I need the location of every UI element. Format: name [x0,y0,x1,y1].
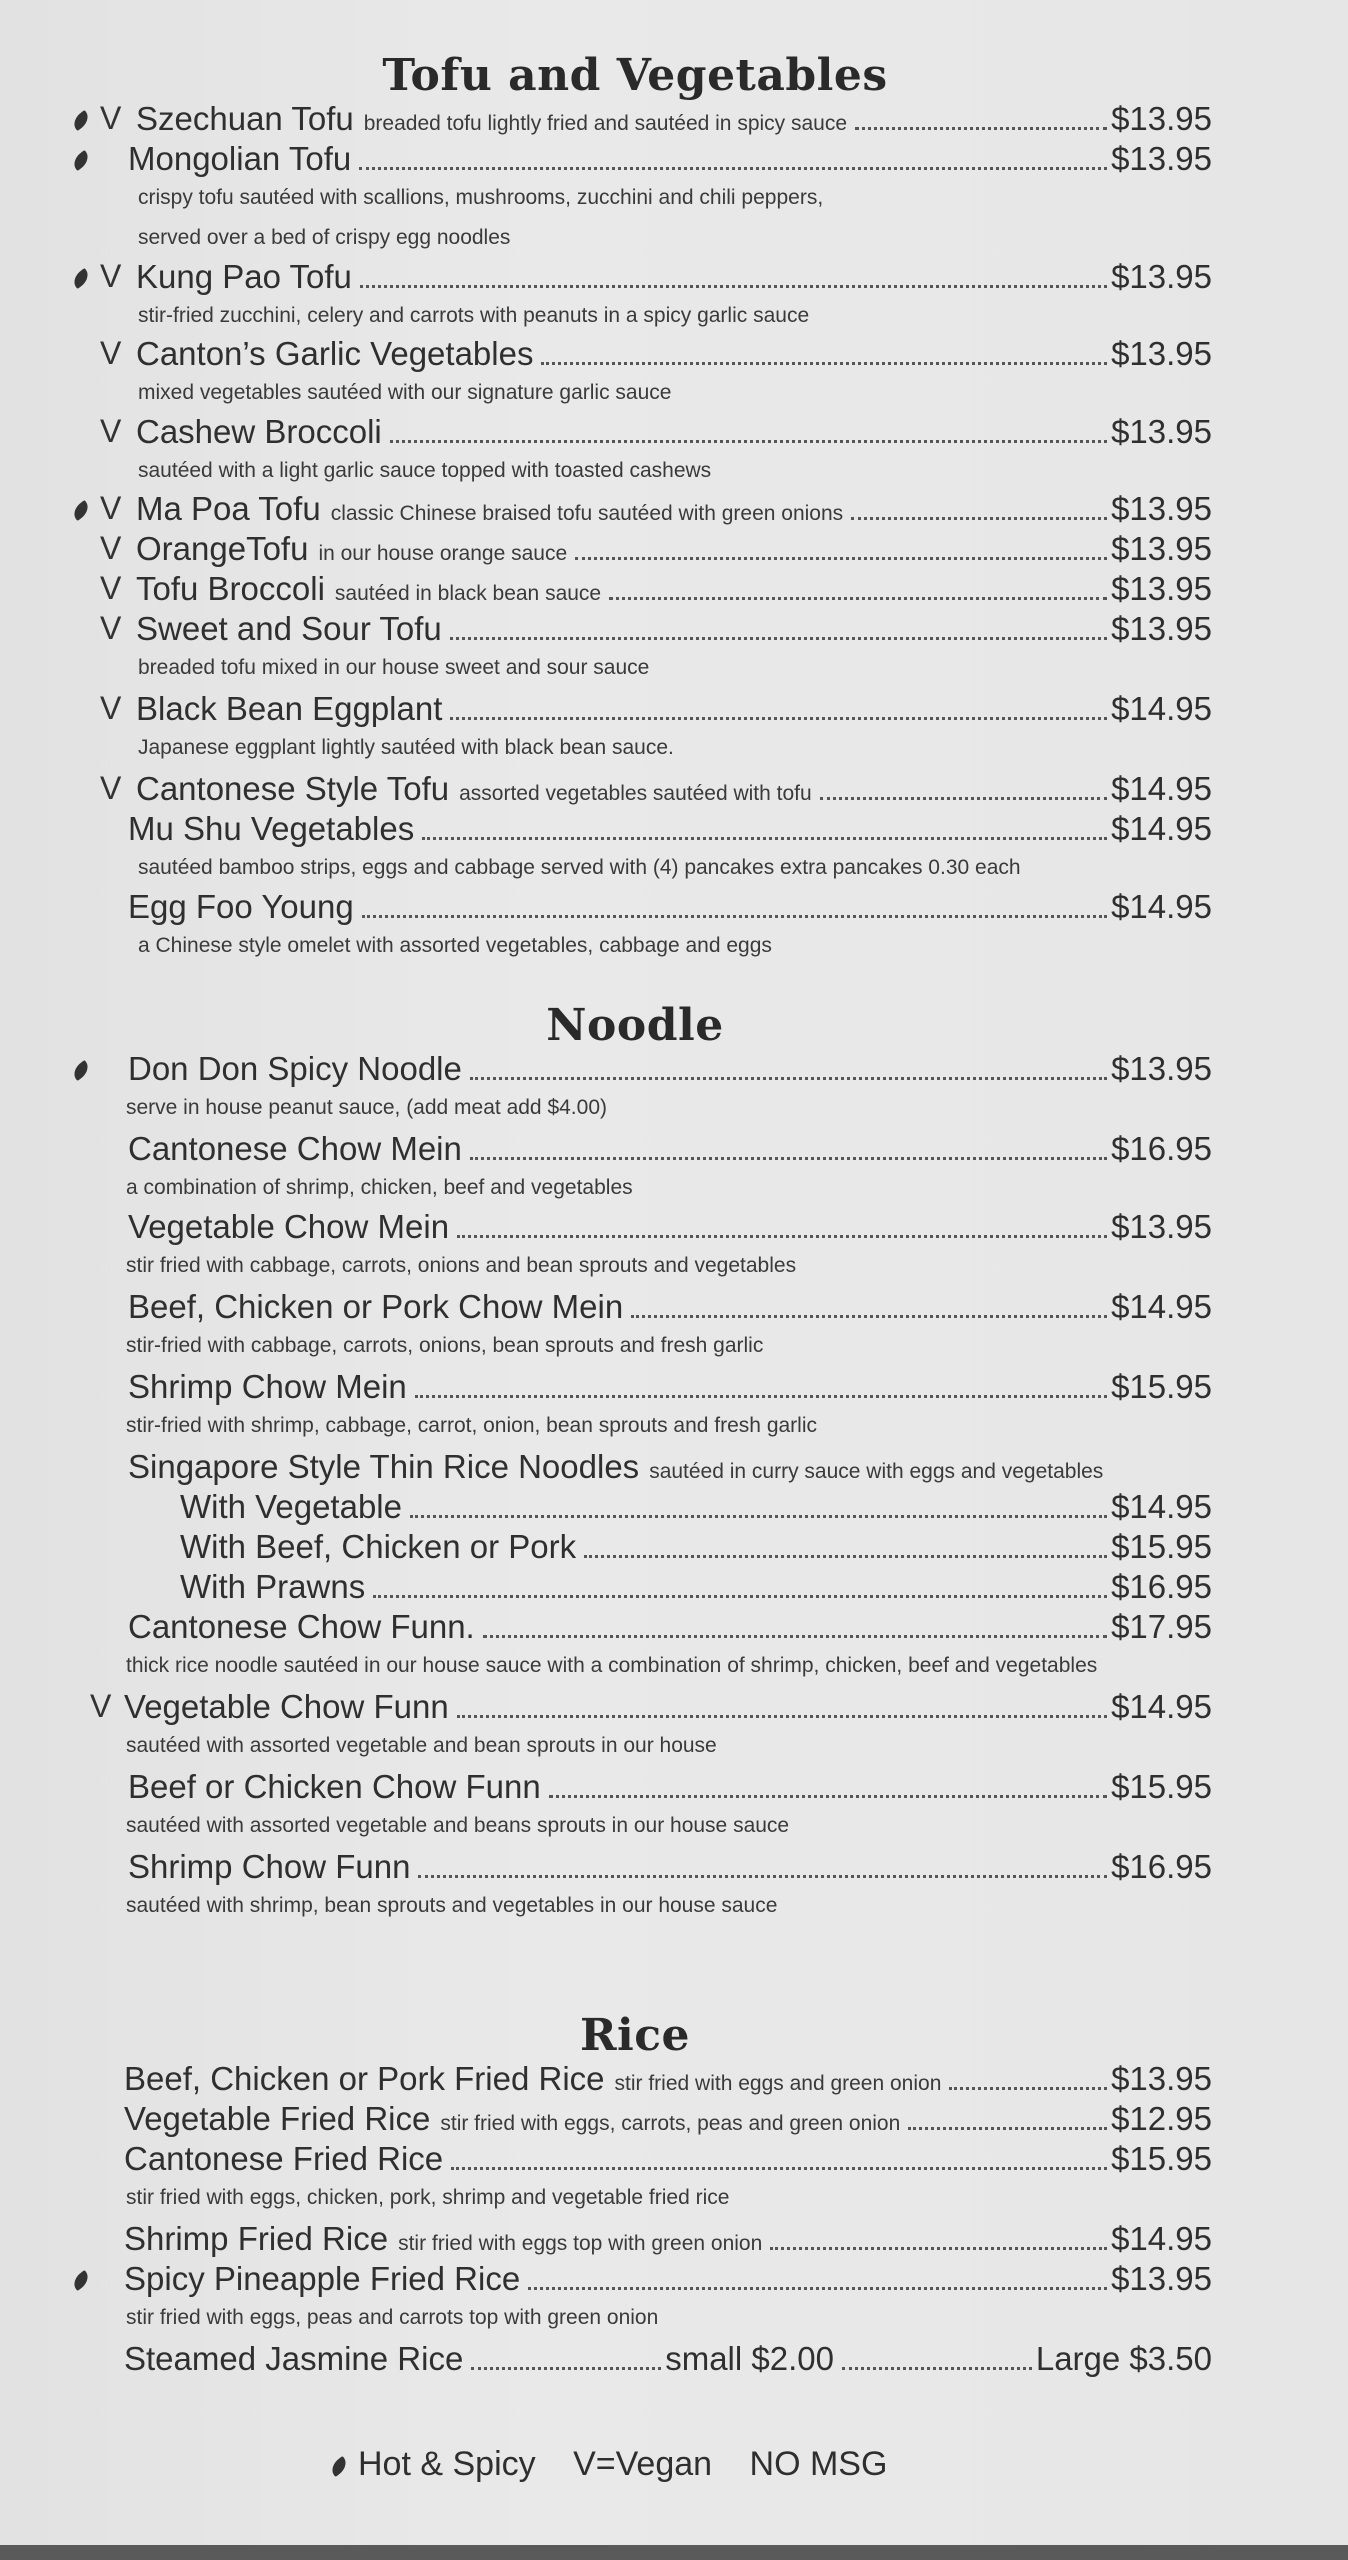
menu-item [0,570,1348,610]
item-row [124,1688,1212,1726]
dot-leader [415,1395,1107,1398]
pepper-icon [70,1060,92,1081]
dot-leader [457,1715,1107,1718]
item-row [124,2260,1212,2298]
item-description: mixed vegetables sautéed with our signature garlic sauce [138,381,672,404]
item-row [136,490,1212,528]
pepper-icon [70,268,92,289]
menu-item [0,2220,1348,2260]
item-name: Cashew Broccoli [136,413,382,450]
item-row [128,1130,1212,1168]
item-description: a combination of shrimp, chicken, beef and vegetables [126,1176,633,1199]
item-name: Don Don Spicy Noodle [128,1050,462,1087]
dot-leader [450,717,1107,720]
menu-item [0,530,1348,570]
item-row [128,1768,1212,1806]
item-name: Mu Shu Vegetables [128,810,415,847]
item-inline-description: stir fried with eggs top with green onion [398,2232,763,2255]
dot-leader [410,1515,1107,1518]
item-inline-description: stir fried with eggs and green onion [614,2072,942,2095]
dot-leader [450,637,1107,640]
dot-leader [770,2247,1107,2250]
item-name: Kung Pao Tofu [136,258,352,295]
item-name: Shrimp Fried Rice [124,2220,389,2257]
item-row [124,2100,1212,2138]
item-name: Cantonese Chow Funn. [128,1608,475,1645]
item-name: Shrimp Chow Funn [128,1848,411,1885]
item-price: $13.95 [1111,610,1212,647]
item-name: Ma Poa Tofu [136,490,321,527]
menu-item [0,770,1348,810]
dot-leader [851,517,1107,520]
item-name: Sweet and Sour Tofu [136,610,442,647]
item-row [136,770,1212,808]
item-price: $13.95 [1111,570,1212,607]
item-name: Shrimp Chow Mein [128,1368,407,1405]
vegan-marker: V [100,770,122,806]
item-inline-description: sautéed in black bean sauce [334,582,602,605]
item-description: crispy tofu sautéed with scallions, mushrooms, zucchini and chili peppers, [138,186,824,209]
dot-leader [362,915,1107,918]
item-row [128,140,1212,178]
item-name: Cantonese Style Tofu [136,770,450,807]
item-price: $14.95 [1111,810,1212,847]
item-name: Beef, Chicken or Pork Chow Mein [128,1288,624,1325]
item-name: Steamed Jasmine Rice [124,2340,464,2377]
item-name: Mongolian Tofu [128,140,352,177]
item-row [128,888,1212,926]
vegan-marker: V [100,490,122,526]
menu-item [0,888,1348,957]
menu-item [0,2100,1348,2140]
item-price: $15.95 [1111,1368,1212,1405]
vegan-marker: V [100,413,122,449]
item-inline-description: assorted vegetables sautéed with tofu [459,782,812,805]
bottom-edge [0,2545,1348,2560]
menu-item [0,1488,1348,1528]
item-description: breaded tofu mixed in our house sweet and sour sauce [138,656,650,679]
pepper-icon [70,110,92,131]
menu-item [0,1528,1348,1568]
legend-no-msg: NO MSG [749,2445,888,2483]
menu-item [0,1288,1348,1357]
dot-leader [842,2367,1032,2370]
menu-item [0,690,1348,759]
menu-item [0,1208,1348,1277]
item-name: OrangeTofu [136,530,309,567]
dot-leader [360,285,1107,288]
item-row [136,690,1212,728]
menu-item [0,490,1348,530]
dot-leader [584,1555,1107,1558]
item-row [128,1208,1212,1246]
item-name: Tofu Broccoli [136,570,325,607]
dot-leader [528,2287,1107,2290]
dot-leader [820,797,1107,800]
item-price: $14.95 [1111,1688,1212,1725]
item-price: $14.95 [1111,1288,1212,1325]
price-small: small $2.00 [665,2340,834,2377]
item-price: $16.95 [1111,1130,1212,1167]
menu-item [0,1130,1348,1199]
menu-item [0,1448,1348,1488]
item-row [128,1050,1212,1088]
item-row [128,1608,1212,1646]
vegan-marker: V [100,570,122,606]
vegan-marker: V [100,335,122,371]
dot-leader [609,597,1107,600]
item-name: With Beef, Chicken or Pork [180,1528,577,1565]
dot-leader [451,2167,1107,2170]
item-price: $14.95 [1111,690,1212,727]
item-inline-description: stir fried with eggs, carrots, peas and green onion [440,2112,901,2135]
section-title-rice: Rice [579,2010,691,2061]
dot-leader [418,1875,1107,1878]
dot-leader [549,1795,1107,1798]
item-row [124,2220,1212,2258]
item-description: stir fried with eggs, peas and carrots top with green onion [126,2306,659,2329]
menu-item [0,1608,1348,1677]
item-name: With Prawns [180,1568,366,1605]
item-name: Vegetable Fried Rice [124,2100,431,2137]
item-price: $13.95 [1111,2260,1212,2297]
item-price: $16.95 [1111,1848,1212,1885]
legend [330,2445,915,2484]
vegan-marker: V [100,530,122,566]
item-price: $17.95 [1111,1608,1212,1645]
item-row [136,335,1212,373]
item-description: sautéed with assorted vegetable and bean sprouts in our house [126,1734,717,1757]
item-description: stir-fried zucchini, celery and carrots with peanuts in a spicy garlic sauce [138,304,810,327]
menu-item [0,2140,1348,2209]
menu-item [0,140,1348,249]
item-price: $13.95 [1111,335,1212,372]
vegan-marker: V [100,690,122,726]
item-price: $13.95 [1111,258,1212,295]
item-price: $15.95 [1111,2140,1212,2177]
item-row [136,610,1212,648]
item-row [128,1368,1212,1406]
menu-item [0,258,1348,327]
pepper-icon [328,2456,350,2477]
vegan-marker: V [100,610,122,646]
pepper-icon [70,500,92,521]
item-row [180,1568,1212,1606]
item-price: $13.95 [1111,490,1212,527]
dot-leader [422,837,1107,840]
item-description: stir-fried with cabbage, carrots, onions, bean sprouts and fresh garlic [126,1334,764,1357]
item-price: $14.95 [1111,1488,1212,1525]
item-name: Cantonese Fried Rice [124,2140,444,2177]
item-description: a Chinese style omelet with assorted vegetables, cabbage and eggs [138,934,772,957]
dot-leader [575,557,1107,560]
item-name: Beef, Chicken or Pork Fried Rice [124,2060,605,2097]
item-name: Black Bean Eggplant [136,690,443,727]
dot-leader [470,1077,1107,1080]
item-price: $13.95 [1111,413,1212,450]
item-name: Egg Foo Young [128,888,354,925]
dot-leader [471,2367,661,2370]
item-description: sautéed bamboo strips, eggs and cabbage served with (4) pancakes extra pancakes 0.30 each [138,856,1021,879]
menu-item [0,413,1348,482]
item-price: $13.95 [1111,530,1212,567]
menu-item [0,610,1348,679]
section-title-tofu: Tofu and Vegetables [382,50,888,101]
item-description: Japanese eggplant lightly sautéed with black bean sauce. [138,736,674,759]
item-row [124,2340,1212,2378]
item-name: Spicy Pineapple Fried Rice [124,2260,521,2297]
item-price: $15.95 [1111,1768,1212,1805]
menu-item [0,335,1348,404]
item-price: $13.95 [1111,100,1212,137]
item-name: Beef or Chicken Chow Funn [128,1768,541,1805]
item-row [180,1488,1212,1526]
item-description: serve in house peanut sauce, (add meat add $4.00) [126,1096,607,1119]
legend-vegan: V=Vegan [573,2445,713,2483]
item-description: stir fried with cabbage, carrots, onions and bean sprouts and vegetables [126,1254,797,1277]
item-row [128,1448,1208,1486]
item-name: With Vegetable [180,1488,402,1525]
item-row [136,570,1212,608]
item-price: $13.95 [1111,1050,1212,1087]
item-name: Szechuan Tofu [136,100,354,137]
item-row [180,1528,1212,1566]
item-price: $13.95 [1111,140,1212,177]
item-row [128,1288,1212,1326]
menu-item [0,2060,1348,2100]
item-price: $14.95 [1111,770,1212,807]
item-row [128,810,1212,848]
item-price: $14.95 [1111,2220,1212,2257]
menu-item [0,1688,1348,1757]
item-inline-description: sautéed in curry sauce with eggs and vegetables [649,1460,1104,1483]
vegan-marker: V [100,100,122,136]
legend-spicy: Hot & Spicy [358,2445,536,2483]
item-name: Vegetable Chow Funn [124,1688,449,1725]
item-description: stir fried with eggs, chicken, pork, shrimp and vegetable fried rice [126,2186,730,2209]
menu-item [0,810,1348,879]
dot-leader [483,1635,1107,1638]
menu-item [0,1768,1348,1837]
item-row [124,2140,1212,2178]
dot-leader [855,127,1107,130]
item-row [136,413,1212,451]
item-inline-description: breaded tofu lightly fried and sautéed in spicy sauce [363,112,848,135]
item-price: $15.95 [1111,1528,1212,1565]
item-row [136,258,1212,296]
dot-leader [390,440,1107,443]
menu-item [0,2340,1348,2380]
item-description: sautéed with assorted vegetable and beans sprouts in our house sauce [126,1814,790,1837]
dot-leader [373,1595,1107,1598]
item-name: Canton’s Garlic Vegetables [136,335,534,372]
vegan-marker: V [90,1688,112,1724]
item-price: $12.95 [1111,2100,1212,2137]
item-row [136,100,1212,138]
dot-leader [470,1157,1107,1160]
item-row [124,2060,1212,2098]
dot-leader [949,2087,1107,2090]
item-description: stir-fried with shrimp, cabbage, carrot, onion, bean sprouts and fresh garlic [126,1414,818,1437]
dot-leader [359,167,1107,170]
item-inline-description: classic Chinese braised tofu sautéed with green onions [330,502,844,525]
menu-item [0,100,1348,140]
item-name: Cantonese Chow Mein [128,1130,462,1167]
pepper-icon [70,2270,92,2291]
dot-leader [541,362,1107,365]
section-title-noodle: Noodle [546,1000,724,1051]
price-large: Large $3.50 [1035,2340,1212,2377]
dot-leader [908,2127,1107,2130]
menu-item [0,1368,1348,1437]
item-inline-description: in our house orange sauce [318,542,568,565]
dot-leader [457,1235,1107,1238]
dot-leader [631,1315,1107,1318]
item-price: $16.95 [1111,1568,1212,1605]
item-description: served over a bed of crispy egg noodles [138,226,511,249]
item-price: $14.95 [1111,888,1212,925]
item-row [128,1848,1212,1886]
item-description: sautéed with shrimp, bean sprouts and vegetables in our house sauce [126,1894,778,1917]
item-price: $13.95 [1111,1208,1212,1245]
item-name: Vegetable Chow Mein [128,1208,450,1245]
menu-item [0,1568,1348,1608]
item-description: thick rice noodle sautéed in our house sauce with a combination of shrimp, chicken, beef and vegetables [126,1654,1098,1677]
item-description: sautéed with a light garlic sauce topped with toasted cashews [138,459,712,482]
menu-item [0,2260,1348,2329]
item-name: Singapore Style Thin Rice Noodles [128,1448,640,1485]
vegan-marker: V [100,258,122,294]
menu-item [0,1050,1348,1119]
menu-item [0,1848,1348,1917]
pepper-icon [70,150,92,171]
item-price: $13.95 [1111,2060,1212,2097]
item-row [136,530,1212,568]
